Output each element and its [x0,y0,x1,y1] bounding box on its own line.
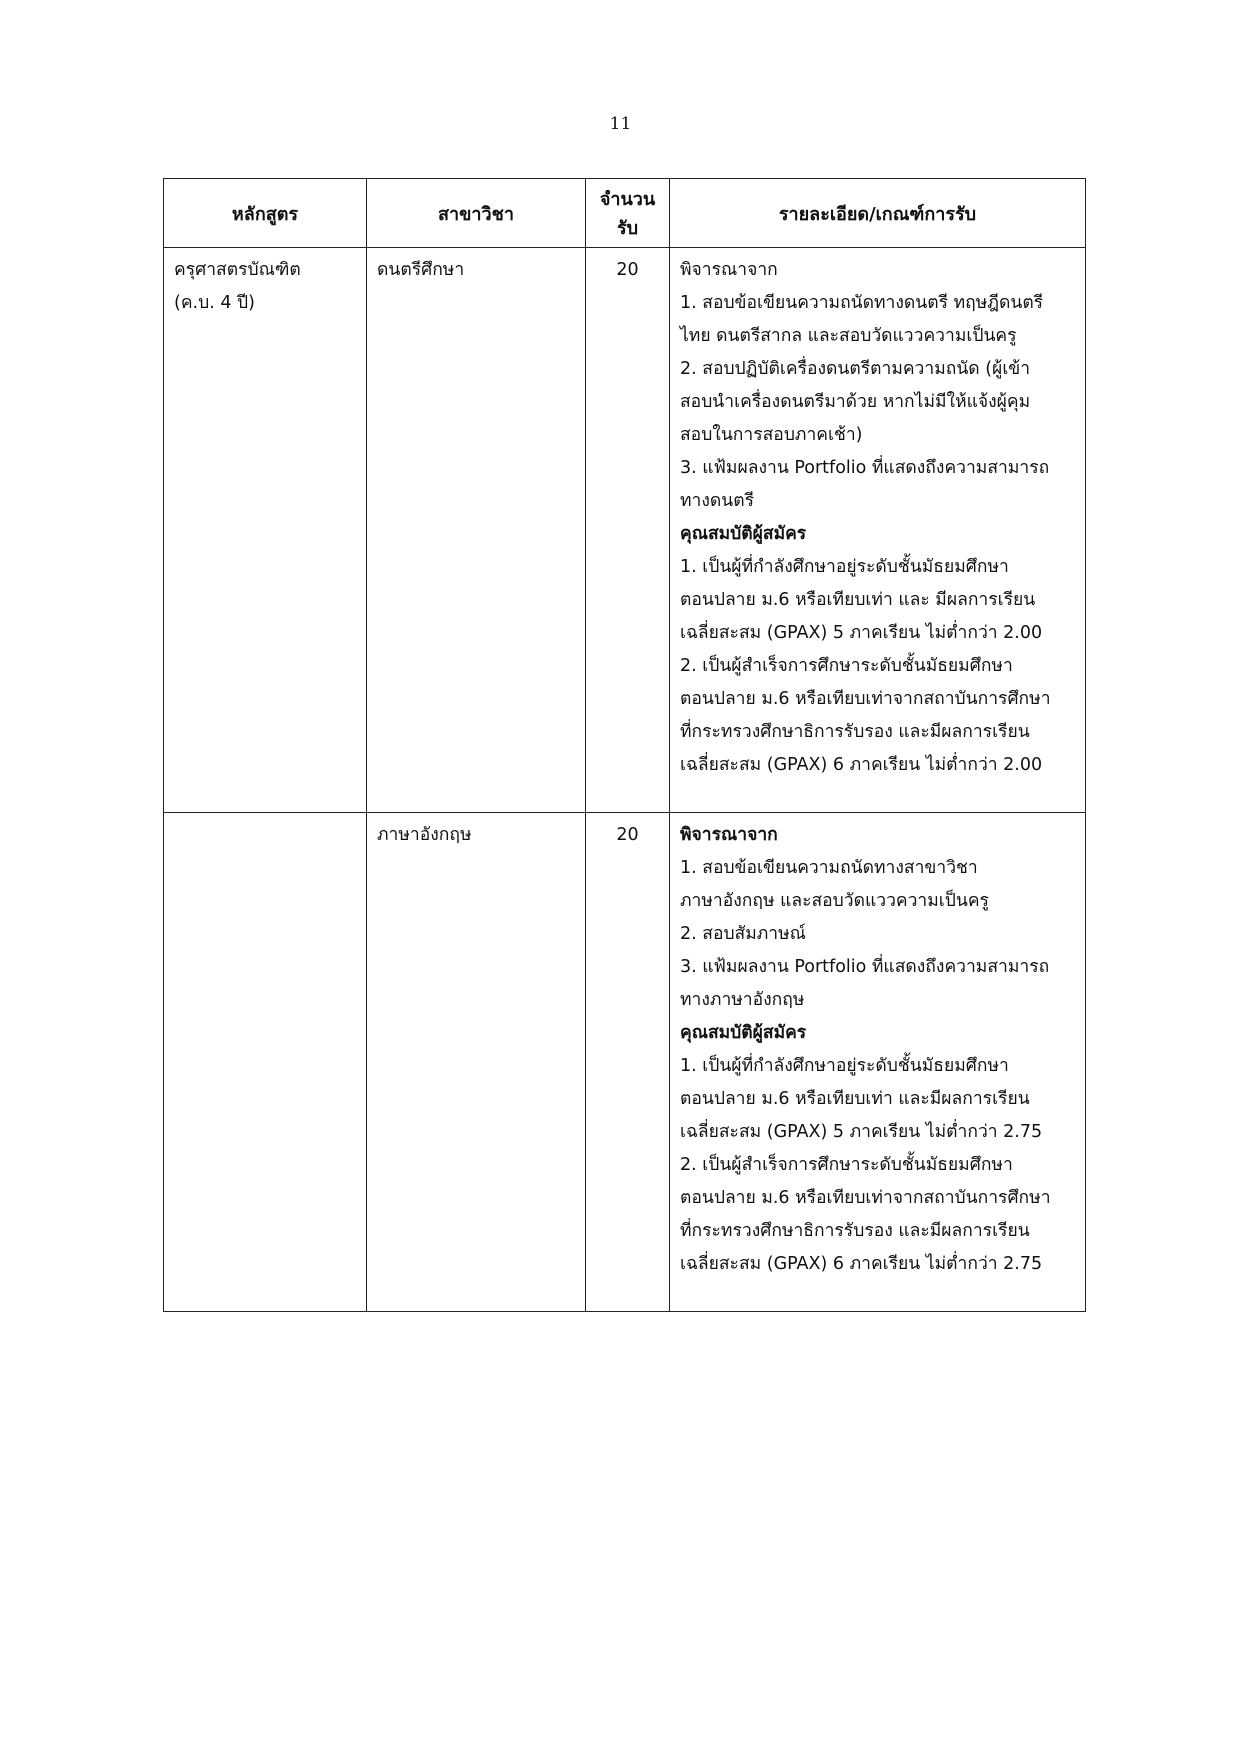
consider-line: ทางดนตรี [680,491,754,511]
consider-heading: พิจารณาจาก [680,825,778,845]
consider-line: 2. สอบสัมภาษณ์ [680,924,806,944]
program-degree: (ค.บ. 4 ปี) [174,293,255,313]
qualification-line: เฉลี่ยสะสม (GPAX) 5 ภาคเรียน ไม่ต่ำกว่า 2.75 [680,1122,1043,1142]
header-program: หลักสูตร [164,179,367,248]
count-cell: 20 [586,813,670,1312]
consider-line: 1. สอบข้อเขียนความถนัดทางดนตรี ทฤษฎีดนตรี [680,293,1044,313]
qualification-heading: คุณสมบัติผู้สมัคร [680,524,807,544]
qualification-heading: คุณสมบัติผู้สมัคร [680,1023,807,1043]
major-cell: ภาษาอังกฤษ [367,813,586,1312]
qualification-line: เฉลี่ยสะสม (GPAX) 5 ภาคเรียน ไม่ต่ำกว่า 2.00 [680,623,1043,643]
consider-line: สอบในการสอบภาคเช้า) [680,425,863,445]
consider-line: ไทย ดนตรีสากล และสอบวัดแววความเป็นครู [680,326,1017,346]
program-cell [164,813,367,1312]
header-count [586,179,670,248]
table-row [164,248,1086,813]
consider-line: ภาษาอังกฤษ และสอบวัดแววความเป็นครู [680,891,989,911]
header-count-line2: รับ [616,218,639,239]
header-major: สาขาวิชา [367,179,586,248]
qualification-line: ตอนปลาย ม.6 หรือเทียบเท่าจากสถาบันการศึกษา [680,1188,1051,1208]
detail-cell [670,248,1086,813]
consider-line: 2. สอบปฏิบัติเครื่องดนตรีตามความถนัด (ผู้เข้า [680,359,1031,379]
qualification-line: 2. เป็นผู้สำเร็จการศึกษาระดับชั้นมัธยมศึกษา [680,1155,1013,1175]
qualification-line: เฉลี่ยสะสม (GPAX) 6 ภาคเรียน ไม่ต่ำกว่า 2.00 [680,755,1043,775]
qualification-line: ที่กระทรวงศึกษาธิการรับรอง และมีผลการเรียน [680,722,1030,742]
consider-heading: พิจารณาจาก [680,260,778,280]
qualification-line: 1. เป็นผู้ที่กำลังศึกษาอยู่ระดับชั้นมัธยมศึกษา [680,557,1009,577]
consider-line: 3. แฟ้มผลงาน Portfolio ที่แสดงถึงความสามารถ [680,957,1050,977]
program-cell [164,248,367,813]
consider-line: สอบนำเครื่องดนตรีมาด้วย หากไม่มีให้แจ้งผู้คุม [680,392,1031,412]
major-cell: ดนตรีศึกษา [367,248,586,813]
qualification-line: 1. เป็นผู้ที่กำลังศึกษาอยู่ระดับชั้นมัธยมศึกษา [680,1056,1009,1076]
qualification-line: ตอนปลาย ม.6 หรือเทียบเท่าจากสถาบันการศึกษา [680,689,1051,709]
page-number: 11 [609,114,632,134]
qualification-line: ตอนปลาย ม.6 หรือเทียบเท่า และมีผลการเรียน [680,1089,1030,1109]
qualification-line: ตอนปลาย ม.6 หรือเทียบเท่า และ มีผลการเรียน [680,590,1036,610]
consider-line: ทางภาษาอังกฤษ [680,990,805,1010]
program-name: ครุศาสตรบัณฑิต [174,260,301,280]
header-detail: รายละเอียด/เกณฑ์การรับ [670,179,1086,248]
qualification-line: เฉลี่ยสะสม (GPAX) 6 ภาคเรียน ไม่ต่ำกว่า 2.75 [680,1254,1043,1274]
consider-line: 1. สอบข้อเขียนความถนัดทางสาขาวิชา [680,858,978,878]
table-row [164,813,1086,1312]
count-cell: 20 [586,248,670,813]
qualification-line: ที่กระทรวงศึกษาธิการรับรอง และมีผลการเรียน [680,1221,1030,1241]
consider-line: 3. แฟ้มผลงาน Portfolio ที่แสดงถึงความสามารถ [680,458,1050,478]
qualification-line: 2. เป็นผู้สำเร็จการศึกษาระดับชั้นมัธยมศึกษา [680,656,1013,676]
table-header-row [164,179,1086,248]
header-count-line1: จำนวน [599,189,656,210]
detail-cell [670,813,1086,1312]
admission-table [163,178,1086,1312]
